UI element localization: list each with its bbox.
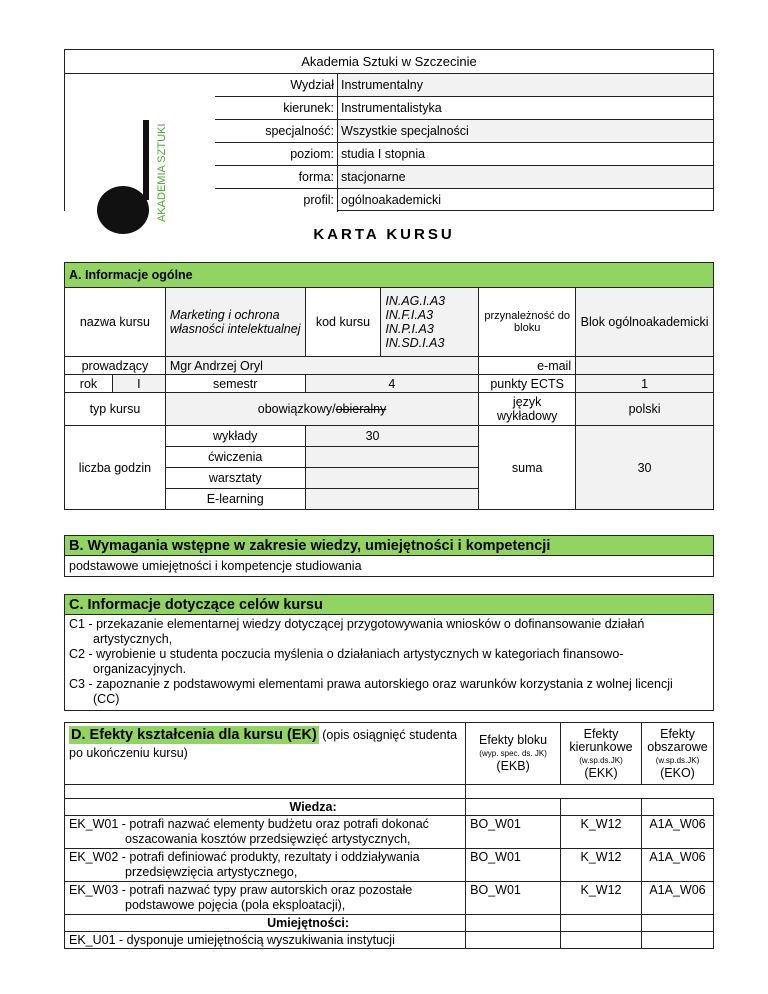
godziny-label: liczba godzin bbox=[65, 426, 166, 510]
col-header-sub: (w.sp.ds.JK) bbox=[655, 755, 700, 765]
ekb-value: BO_W01 bbox=[466, 882, 561, 915]
jezyk-value: polski bbox=[576, 393, 714, 426]
ekb-value: BO_W01 bbox=[466, 849, 561, 882]
elearning-label: E-learning bbox=[165, 489, 305, 510]
header-label: profil: bbox=[65, 189, 338, 212]
section-c-title: C. Informacje dotyczące celów kursu bbox=[65, 595, 714, 615]
header-label: kierunek: bbox=[65, 97, 338, 119]
suma-label: suma bbox=[479, 426, 576, 510]
warsztaty-label: warsztaty bbox=[165, 468, 305, 489]
goal-line: artystycznych, bbox=[93, 632, 173, 646]
header-block bbox=[64, 49, 714, 222]
wiedza-label: Wiedza: bbox=[65, 799, 466, 816]
nazwa-value: Marketing i ochrona własności intelektualnej bbox=[165, 288, 305, 357]
ek-row bbox=[65, 849, 466, 882]
ek-row bbox=[65, 882, 466, 915]
kod-value: IN.F.I.A3 bbox=[385, 308, 434, 322]
jezyk-label: język wykładowy bbox=[479, 393, 576, 426]
ek-line: przedsięwzięcia artystycznego, bbox=[125, 865, 298, 879]
goal-line: organizacyjnych. bbox=[93, 662, 187, 676]
section-b-title-text: B. Wymagania wstępne w zakresie wiedzy, umiejętności i kompetencji bbox=[69, 537, 551, 554]
kod-values bbox=[381, 288, 479, 357]
eko-value: A1A_W06 bbox=[641, 849, 713, 882]
col-header-code: (EKB) bbox=[496, 759, 530, 773]
goal-line: C3 - zapoznanie z podstawowymi elementami prawa autorskiego oraz warunków korzystania z wolnej licencji bbox=[69, 677, 673, 691]
header-label: poziom: bbox=[65, 143, 338, 165]
nazwa-label: nazwa kursu bbox=[65, 288, 166, 357]
kod-label: kod kursu bbox=[305, 288, 381, 357]
wyklady-value: 30 bbox=[305, 426, 479, 447]
col-ekb-header bbox=[466, 723, 561, 785]
ekk-value: K_W12 bbox=[561, 882, 642, 915]
goal-item bbox=[69, 647, 709, 677]
prowadzacy-value: Mgr Andrzej Oryl bbox=[165, 357, 478, 375]
header-label: Wydział bbox=[65, 74, 338, 96]
section-b-title bbox=[65, 536, 714, 556]
rok-label: rok bbox=[65, 375, 113, 393]
ek-line: EK_W03 - potrafi nazwać typy praw autorskich oraz pozostałe bbox=[69, 883, 413, 897]
header-value: Wszystkie specjalności bbox=[338, 120, 713, 142]
eko-value: A1A_W06 bbox=[641, 882, 713, 915]
blok-value: Blok ogólnoakademicki bbox=[576, 288, 714, 357]
col-header-code: (EKK) bbox=[584, 765, 618, 780]
goal-item bbox=[69, 617, 709, 647]
col-header-text: Efekty obszarowe bbox=[647, 726, 708, 754]
section-b-text: podstawowe umiejętności i kompetencje studiowania bbox=[65, 556, 714, 577]
ek-row bbox=[65, 816, 466, 849]
section-d-title-bold: D. Efekty kształcenia dla kursu (EK) bbox=[71, 727, 317, 743]
section-b-table bbox=[64, 535, 714, 577]
header-label: specjalność: bbox=[65, 120, 338, 142]
email-value bbox=[576, 357, 714, 375]
ek-u-row: EK_U01 - dysponuje umiejętnością wyszukiwania instytucji bbox=[65, 932, 466, 949]
header-value: stacjonarne bbox=[338, 166, 713, 188]
section-a-title: A. Informacje ogólne bbox=[65, 263, 714, 288]
przynaleznosc-label: przynależność do bloku bbox=[479, 288, 576, 357]
header-value: Instrumentalistyka bbox=[341, 101, 442, 115]
warsztaty-value bbox=[305, 468, 479, 489]
prowadzacy-label: prowadzący bbox=[65, 357, 166, 375]
typ-value bbox=[165, 393, 478, 426]
col-header-text: Efekty bloku bbox=[479, 733, 548, 747]
header-value: Instrumentalny bbox=[338, 74, 713, 96]
cwiczenia-value bbox=[305, 447, 479, 468]
goal-item bbox=[69, 677, 709, 707]
header-value: studia I stopnia bbox=[341, 147, 426, 161]
goal-line: C2 - wyrobienie u studenta poczucia myślenia o działaniach artystycznych w kategoriach finansowo- bbox=[69, 647, 624, 661]
col-header-text: Efekty kierunkowe bbox=[569, 726, 633, 754]
ekk-value: K_W12 bbox=[561, 816, 642, 849]
umiejetnosci-label: Umiejętności: bbox=[65, 915, 466, 932]
col-header-sub: (w.sp.ds.JK) bbox=[579, 755, 623, 765]
ects-value: 1 bbox=[576, 375, 714, 393]
academy-logo-icon bbox=[95, 110, 215, 240]
semestr-label: semestr bbox=[165, 375, 305, 393]
header-value: ogólnoakademicki bbox=[341, 193, 442, 207]
doc-title: KARTA KURSU bbox=[313, 226, 455, 243]
col-eko-header bbox=[641, 723, 713, 785]
typ-value-a: obowiązkowy/ bbox=[257, 402, 336, 416]
goal-line: C1 - przekazanie elementarnej wiedzy dotyczącej przygotowywania wniosków o dofinansowanie działań bbox=[69, 617, 645, 631]
elearning-value bbox=[305, 489, 479, 510]
ects-label: punkty ECTS bbox=[479, 375, 576, 393]
goal-line: (CC) bbox=[93, 692, 120, 706]
kod-value: IN.AG.I.A3 bbox=[385, 294, 446, 308]
section-c-table bbox=[64, 594, 714, 711]
section-a-table bbox=[64, 262, 714, 510]
ek-line: podstawowe pojęcia (pola eksploatacji), bbox=[125, 898, 346, 912]
section-d-title-line2: po ukończeniu kursu) bbox=[69, 746, 188, 760]
rok-value: I bbox=[112, 375, 165, 393]
col-ekk-header bbox=[561, 723, 642, 785]
academy-name: Akademia Sztuki w Szczecinie bbox=[65, 50, 713, 74]
semestr-value: 4 bbox=[305, 375, 479, 393]
ekb-value: BO_W01 bbox=[466, 816, 561, 849]
logo-text: AKADEMIA SZTUKI bbox=[156, 123, 168, 222]
eko-value: A1A_W06 bbox=[641, 816, 713, 849]
ek-line: oszacowania kosztów przedsięwzięć artystycznych, bbox=[125, 832, 411, 846]
ek-line: EK_W01 - potrafi nazwać elementy budżetu oraz potrafi dokonać bbox=[69, 817, 429, 831]
header-label: forma: bbox=[65, 166, 338, 188]
col-header-code: (EKO) bbox=[660, 765, 695, 780]
col-header-sub: (wyp. spec. ds. JK) bbox=[479, 749, 547, 758]
section-d-title-rest: (opis osiągnięć studenta bbox=[318, 728, 458, 742]
section-d-title bbox=[65, 723, 466, 785]
ek-line: EK_W02 - potrafi definiować produkty, rezultaty i oddziaływania bbox=[69, 850, 420, 864]
kod-value: IN.SD.I.A3 bbox=[385, 336, 445, 350]
typ-value-b: obieralny bbox=[335, 402, 387, 416]
section-d-table bbox=[64, 722, 714, 949]
kod-value: IN.P.I.A3 bbox=[385, 322, 434, 336]
email-label: e-mail bbox=[479, 357, 576, 375]
ekk-value: K_W12 bbox=[561, 849, 642, 882]
suma-value: 30 bbox=[576, 426, 714, 510]
typ-label: typ kursu bbox=[65, 393, 166, 426]
cwiczenia-label: ćwiczenia bbox=[165, 447, 305, 468]
section-c-list bbox=[65, 615, 714, 711]
wyklady-label: wykłady bbox=[165, 426, 305, 447]
